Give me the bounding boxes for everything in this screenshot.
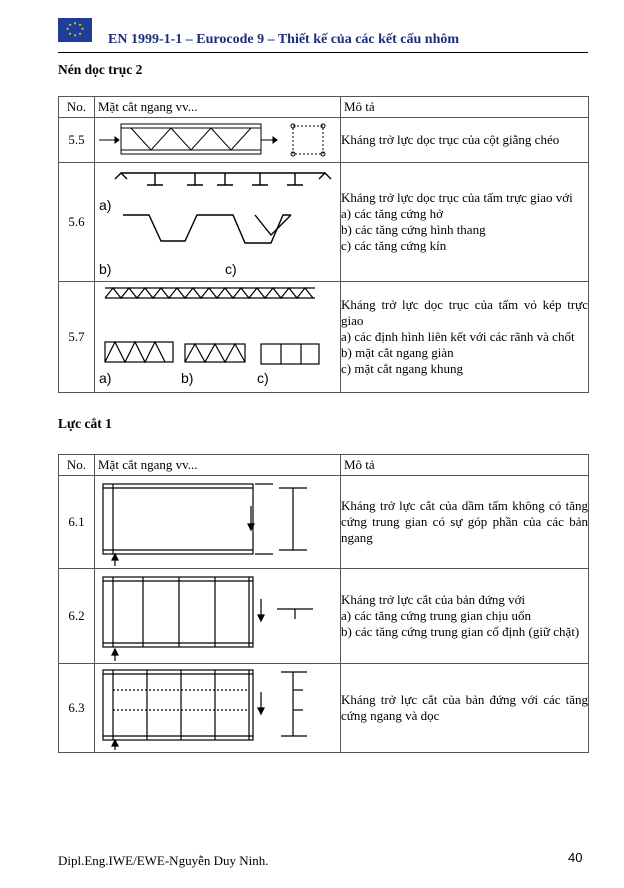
section-title-axial-compression: Nén dọc trục 2 xyxy=(58,62,143,77)
description-line: Kháng trở lực dọc trục của cột giằng chéo xyxy=(341,132,560,147)
figure-braced-column xyxy=(95,118,341,163)
axial-compression-table xyxy=(58,96,589,393)
description-line: c) mặt cắt ngang khung xyxy=(341,361,464,376)
description-line: c) các tăng cứng kín xyxy=(341,238,447,253)
column-header-section: Mặt cắt ngang vv... xyxy=(95,455,341,476)
svg-text:★: ★ xyxy=(68,31,72,36)
figure-double-skin-plate xyxy=(95,282,341,393)
figure-web-transverse-longitudinal-stiffeners xyxy=(95,664,341,753)
svg-text:★: ★ xyxy=(73,20,77,26)
row-number: 5.6 xyxy=(59,163,95,282)
page-header xyxy=(58,14,588,54)
svg-text:★: ★ xyxy=(78,22,82,27)
svg-text:★: ★ xyxy=(78,31,82,36)
row-description xyxy=(341,569,589,664)
column-header-section: Mặt cắt ngang vv... xyxy=(95,97,341,118)
table-header-row xyxy=(59,455,589,476)
figure-web-transverse-stiffeners xyxy=(95,569,341,664)
row-description xyxy=(341,118,589,163)
description-line: Kháng trở lực cắt của dầm tấm không có tăng cứng trung gian có sự góp phần của các bản ngang xyxy=(341,498,588,545)
row-number: 5.7 xyxy=(59,282,95,393)
table-header-row xyxy=(59,97,589,118)
table-row xyxy=(59,118,589,163)
label-b: b) xyxy=(181,370,194,386)
row-description xyxy=(341,664,589,753)
row-description xyxy=(341,282,589,393)
row-number: 6.3 xyxy=(59,664,95,753)
table-row xyxy=(59,282,589,393)
header-title: EN 1999-1-1 – Eurocode 9 – Thiết kế của các kết cấu nhôm xyxy=(108,32,460,47)
description-line: Kháng trở lực dọc trục của tấm vỏ kép trực giao xyxy=(341,297,588,328)
row-number: 6.2 xyxy=(59,569,95,664)
description-line: a) các tăng cứng trung gian chịu uốn xyxy=(341,608,532,623)
column-header-no: No. xyxy=(59,455,95,476)
description-line: b) mặt cắt ngang giàn xyxy=(341,345,454,360)
eu-flag-logo xyxy=(58,18,92,42)
row-description xyxy=(341,163,589,282)
table-row xyxy=(59,569,589,664)
column-header-description: Mô tả xyxy=(341,97,589,118)
description-line: b) các tăng cứng hình thang xyxy=(341,222,486,237)
description-line: Kháng trở lực cắt của bản đứng với xyxy=(341,592,526,607)
column-header-description: Mô tả xyxy=(341,455,589,476)
table-row xyxy=(59,664,589,753)
table-row xyxy=(59,476,589,569)
figure-plate-girder xyxy=(95,476,341,569)
figure-orthotropic-plate xyxy=(95,163,341,282)
row-description xyxy=(341,476,589,569)
description-line: Kháng trở lực cắt của bản đứng với các tăng cứng ngang và dọc xyxy=(341,692,588,723)
label-a: a) xyxy=(99,370,112,386)
label-b: b) xyxy=(99,261,112,277)
section-title-shear: Lực cắt 1 xyxy=(58,416,112,431)
description-line: b) các tăng cứng trung gian cố định (giữ chặt) xyxy=(341,624,580,639)
label-c: c) xyxy=(257,370,269,386)
label-c: c) xyxy=(225,261,237,277)
page-number: 40 xyxy=(568,850,583,865)
column-header-no: No. xyxy=(59,97,95,118)
shear-table xyxy=(58,454,589,753)
label-a: a) xyxy=(99,197,112,213)
description-line: Kháng trở lực dọc trục của tấm trực giao với xyxy=(341,190,573,205)
table-row xyxy=(59,163,589,282)
description-line: a) các tăng cứng hở xyxy=(341,206,443,221)
footer-author: Dipl.Eng.IWE/EWE-Nguyễn Duy Ninh. xyxy=(58,853,269,868)
header-rule xyxy=(58,52,588,53)
description-line: a) các định hình liên kết với các rãnh và chốt xyxy=(341,329,575,344)
row-number: 5.5 xyxy=(59,118,95,163)
svg-text:★: ★ xyxy=(68,22,72,27)
svg-text:★: ★ xyxy=(65,26,70,31)
svg-text:★: ★ xyxy=(80,26,85,31)
svg-text:★: ★ xyxy=(73,32,77,38)
row-number: 6.1 xyxy=(59,476,95,569)
